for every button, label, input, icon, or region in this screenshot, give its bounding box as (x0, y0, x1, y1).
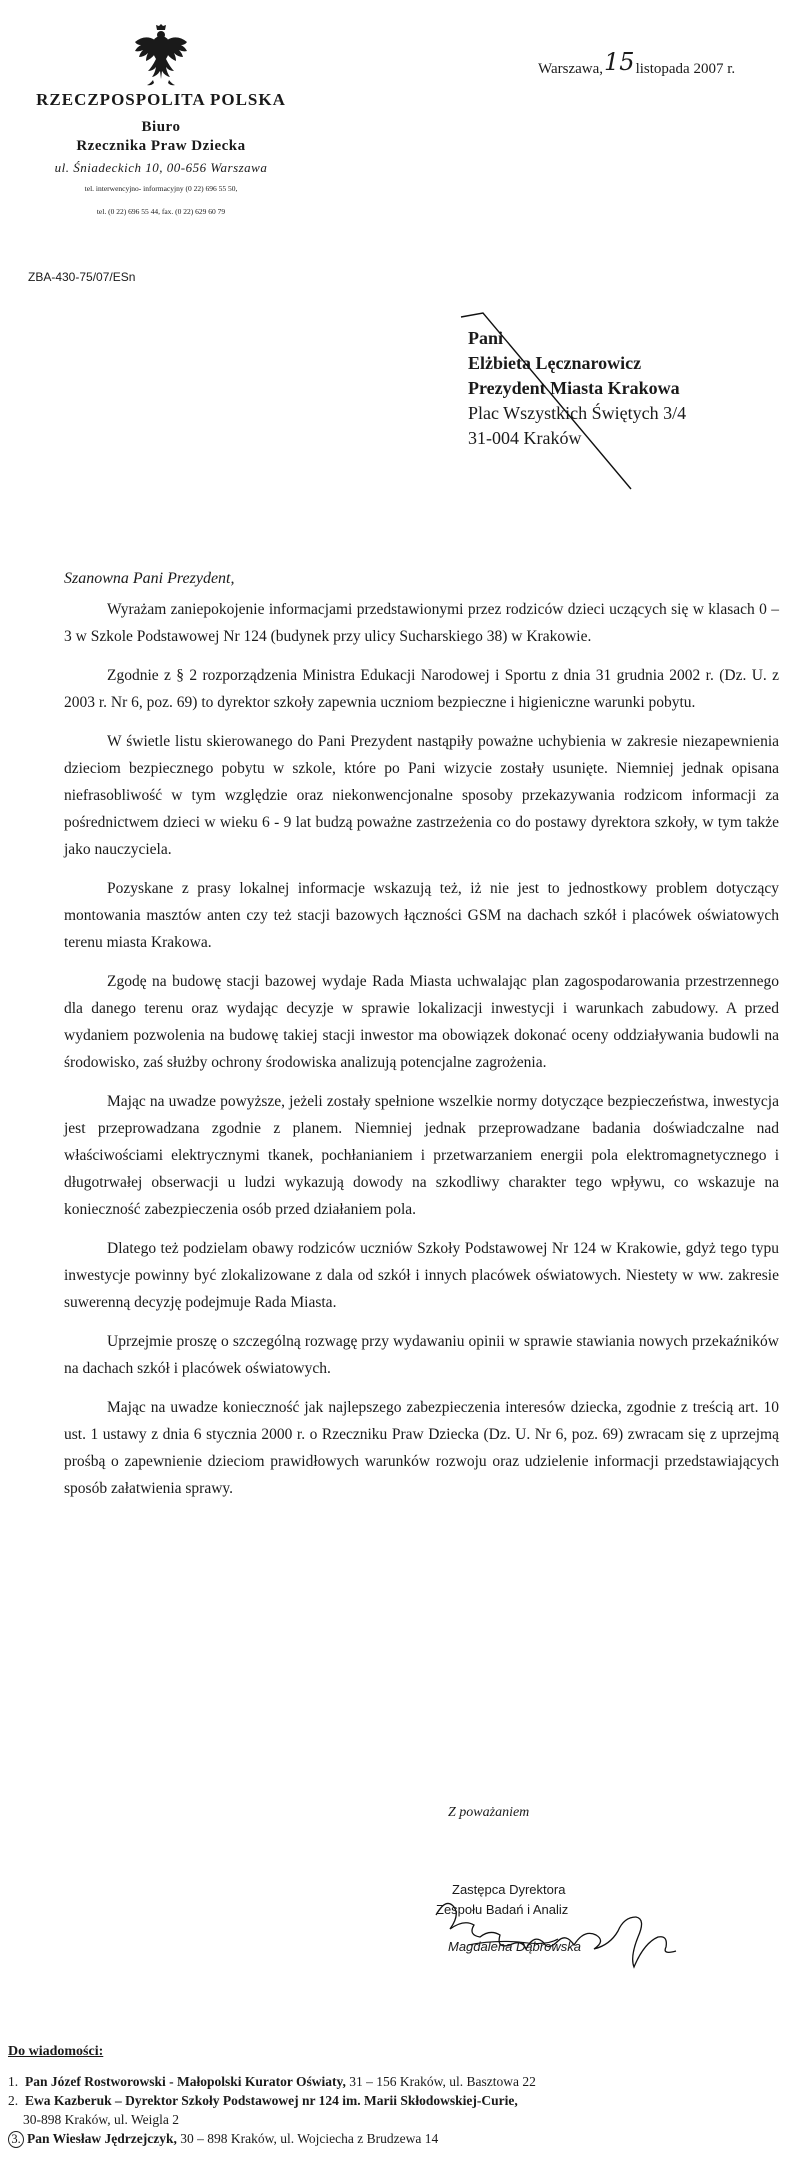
signatory-title-line1: Zastępca Dyrektora (452, 1882, 566, 1897)
body-paragraph: W świetle listu skierowanego do Pani Prezydent nastąpiły poważne uchybienia w zakresie niezapewnienia dzieciom bezpiecznego pobytu w szkole, które po Pani wizycie zostały usunięte. Niemniej jednak opisana niefrasobliwość w tym względzie oraz niekonwencjonalne sposoby przekazywania rodzicom informacji za pośrednictwem dzieci w wieku 6 - 9 lat budzą poważne zastrzeżenia co do postawy dyrektora szkoły, w tym także jako nauczyciela. (64, 733, 779, 858)
issuer-office-line2: Rzecznika Praw Dziecka (76, 138, 246, 154)
cc-item (8, 2072, 788, 2091)
letter-salutation: Szanowna Pani Prezydent, (64, 570, 235, 587)
body-paragraph: Pozyskane z prasy lokalnej informacje wskazują też, iż nie jest to jednostkowy problem dotyczący montowania masztów anten czy też stacji bazowych łączności GSM na dachach szkół i placówek oświatowych terenu miasta Krakowa. (64, 880, 779, 951)
date-day: 15 (604, 48, 635, 76)
cc-item-number: 2. (8, 2093, 19, 2108)
issuer-office-line1: Biuro (141, 119, 181, 135)
cc-item-number: 1. (8, 2074, 19, 2089)
cc-list (8, 2072, 788, 2148)
date-suffix: listopada 2007 r. (635, 61, 736, 77)
body-paragraph: Uprzejmie proszę o szczególną rozwagę przy wydawaniu opinii w sprawie stawiania nowych przekaźników na dachach szkół i placówek oświatowych. (64, 1333, 779, 1377)
cc-item (8, 2129, 788, 2148)
addressee-street: Plac Wszystkich Świętych 3/4 (468, 403, 687, 423)
date-prefix: Warszawa, (538, 61, 604, 77)
body-paragraph: Mając na uwadze powyższe, jeżeli zostały spełnione wszelkie normy dotyczące bezpieczeństwa, inwestycja jest przeprowadzana zgodnie z planem. Niemniej jednak przeprowadzane badania doświadczalne nad właściwościami elektrycznymi tkanek, pochłanianiem i przetwarzaniem energii pola elektromagnetycznego i długotrwałej obserwacji u ludzi wykazują dowody na szkodliwy charakter tego wpływu, co wskazuje na konieczność zabezpieczenia osób przed działaniem pola. (64, 1093, 779, 1218)
issuer-address: ul. Śniadeckich 10, 00-656 Warszawa (54, 160, 268, 175)
addressee-city: 31-004 Kraków (468, 428, 582, 448)
letter-body (64, 565, 779, 1502)
cc-item-name: Pan Józef Rostworowski - Małopolski Kurator Oświaty, (25, 2074, 346, 2089)
handwritten-diagonal-stroke (455, 305, 635, 495)
body-paragraph: Mając na uwadze konieczność jak najlepszego zabezpieczenia interesów dziecka, zgodnie z treścią art. 10 ust. 1 ustawy z dnia 6 stycznia 2000 r. o Rzeczniku Praw Dziecka (Dz. U. Nr 6, poz. 69) zwracam się z uprzejmą prośbą o zapewnienie dzieciom prawidłowych warunków rozwoju oraz udzielenie informacji przedstawiających sposób załatwienia sprawy. (64, 1399, 779, 1497)
body-paragraph: Zgodnie z § 2 rozporządzenia Ministra Edukacji Narodowej i Sportu z dnia 31 grudnia 2002 r. (Dz. U. z 2003 r. Nr 6, poz. 69) to dyrektor szkoły zapewnia uczniom bezpieczne i higieniczne warunki pobytu. (64, 667, 779, 711)
cc-item-number: 3. (8, 2131, 24, 2148)
cc-item (8, 2091, 788, 2110)
issuer-tel-line1: tel. interwencyjno- informacyjny (0 22) 696 55 50, (84, 184, 238, 193)
closing-regards: Z poważaniem (448, 1805, 530, 1820)
body-paragraph: Dlatego też podzielam obawy rodziców uczniów Szkoły Podstawowej Nr 124 w Krakowie, gdyż tego typu inwestycje powinny być zlokalizowane z dala od szkół i innych placówek oświatowych. Niestety w ww. zakresie suwerenną decyzję podejmuje Rada Miasta. (64, 1240, 779, 1311)
cc-item-name: Ewa Kazberuk – Dyrektor Szkoły Podstawowej nr 124 im. Marii Skłodowskiej-Curie, (25, 2093, 518, 2108)
issuer-country: RZECZPOSPOLITA POLSKA (36, 90, 286, 109)
cc-item-name: Pan Wiesław Jędrzejczyk, (27, 2131, 177, 2146)
issuer-block (10, 90, 312, 216)
cc-heading: Do wiadomości: (8, 2044, 104, 2059)
reference-number: ZBA-430-75/07/ESn (28, 270, 136, 284)
cc-item-address: 30-898 Kraków, ul. Weigla 2 (23, 2112, 180, 2127)
signatory-title-line2: Zespołu Badań i Analiz (436, 1902, 569, 1917)
cc-item-address: 31 – 156 Kraków, ul. Basztowa 22 (345, 2074, 536, 2089)
signatory-name: Magdalena Dąbrowska (448, 1939, 581, 1954)
body-paragraph: Zgodę na budowę stacji bazowej wydaje Rada Miasta uchwalając plan zagospodarowania przestrzennego dla danego terenu oraz wydając decyzje w sprawie lokalizacji inwestycji i warunkach zabudowy. A przed wydaniem pozwolenia na budowę takiej stacji inwestor ma obowiązek dokonać oceny oddziaływania budowli na środowisko, zaś służby ochrony środowiska analizują potencjalne zagrożenia. (64, 973, 779, 1071)
addressee-salutation: Pani (468, 328, 504, 348)
addressee-name: Elżbieta Lęcznarowicz (468, 353, 642, 373)
body-paragraph: Wyrażam zaniepokojenie informacjami przedstawionymi przez rodziców dzieci uczących się w klasach 0 – 3 w Szkole Podstawowej Nr 124 (budynek przy ulicy Sucharskiego 38) w Krakowie. (64, 601, 779, 645)
document-date (538, 48, 735, 78)
issuer-tel-line2: tel. (0 22) 696 55 44, fax. (0 22) 629 60 79 (96, 207, 226, 216)
cc-item-address: 30 – 898 Kraków, ul. Wojciecha z Brudzewa 14 (176, 2131, 439, 2146)
eagle-emblem-icon (133, 24, 189, 92)
addressee-title: Prezydent Miasta Krakowa (468, 378, 680, 398)
